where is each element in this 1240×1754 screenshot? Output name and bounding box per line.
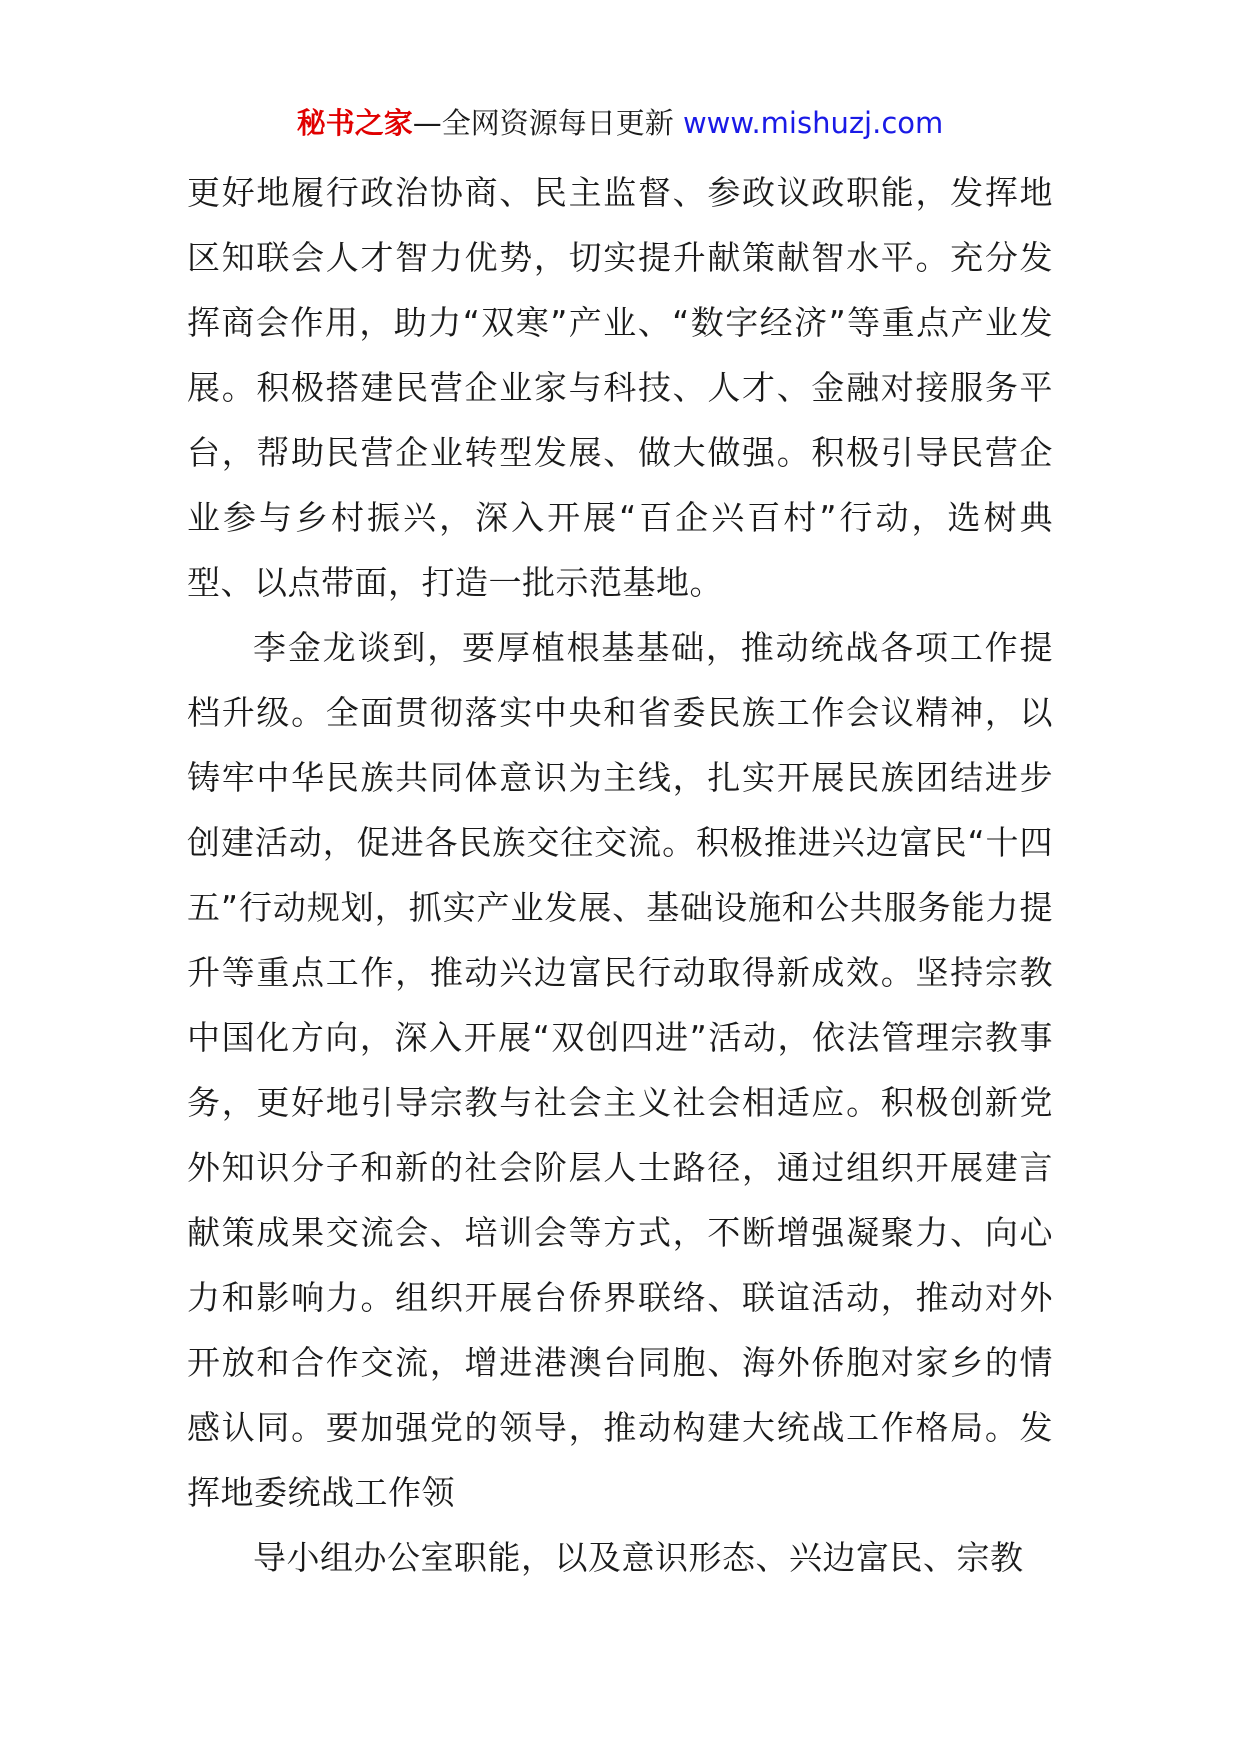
body-paragraph-2: 李金龙谈到，要厚植根基基础，推动统战各项工作提档升级。全面贯彻落实中央和省委民族工作会议精神，以铸牢中华民族共同体意识为主线，扎实开展民族团结进步创建活动，促进各民族交往交流。积极推进兴边富民“十四五”行动规划，抓实产业发展、基础设施和公共服务能力提升等重点工作，推动兴边富民行动取得新成效。坚持宗教中国化方向，深入开展“双创四进”活动，依法管理宗教事务，更好地引导宗教与社会主义社会相适应。积极创新党外知识分子和新的社会阶层人士路径，通过组织开展建言献策成果交流会、培训会等方式，不断增强凝聚力、向心力和影响力。组织开展台侨界联络、联谊活动，推动对外开放和合作交流，增进港澳台同胞、海外侨胞对家乡的情感认同。要加强党的领导，推动构建大统战工作格局。发挥地委统战工作领 [187, 628, 1053, 1512]
document-body [187, 160, 1053, 1590]
site-brand: 秘书之家 [296, 106, 413, 140]
site-tagline: —全网资源每日更新 [412, 106, 683, 140]
body-paragraph-1: 更好地履行政治协商、民主监督、参政议政职能，发挥地区知联会人才智力优势，切实提升献策献智水平。充分发挥商会作用，助力“双寒”产业、“数字经济”等重点产业发展。积极搭建民营企业家与科技、人才、金融对接服务平台，帮助民营企业转型发展、做大做强。积极引导民营企业参与乡村振兴，深入开展“百企兴百村”行动，选树典型、以点带面，打造一批示范基地。 [187, 173, 1053, 602]
site-url-link[interactable]: www.mishuzj.com [682, 106, 944, 140]
page-header [0, 103, 1240, 143]
body-paragraph-3: 导小组办公室职能，以及意识形态、兴边富民、宗教 [253, 1538, 1024, 1577]
